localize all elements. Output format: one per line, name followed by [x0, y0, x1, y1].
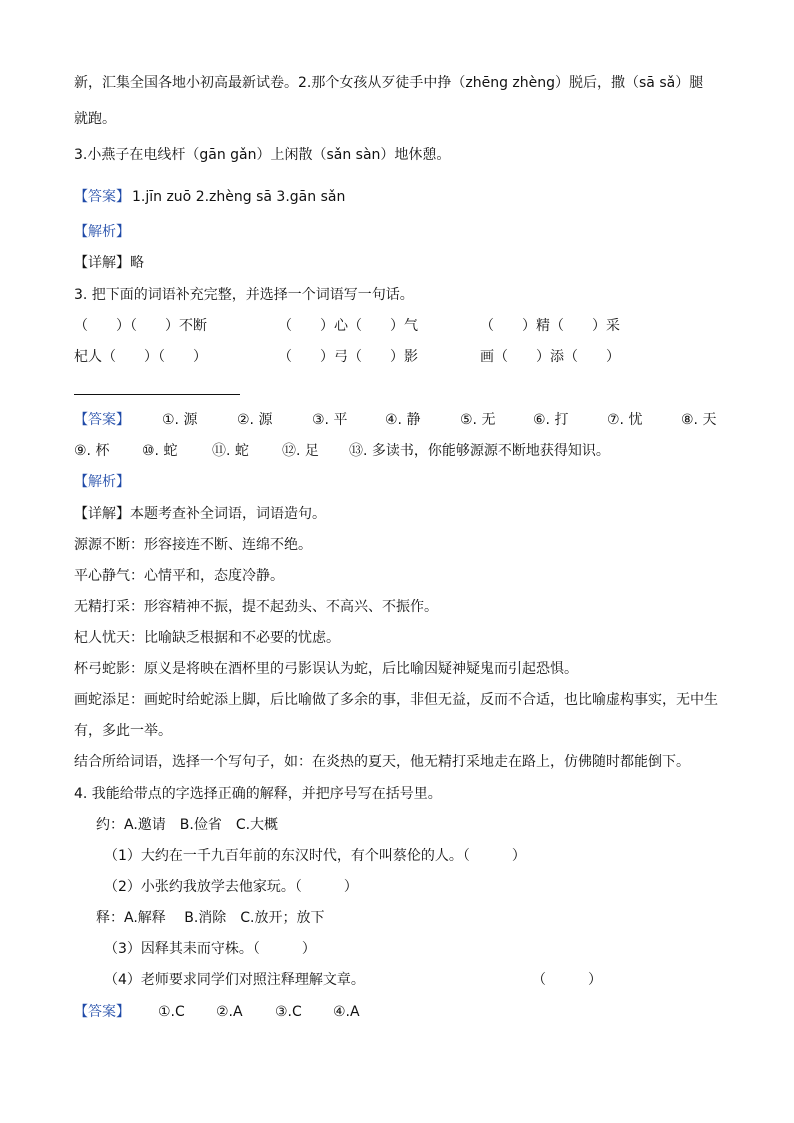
- explanation-line: 无精打采：形容精神不振，提不起劲头、不高兴、不振作。: [74, 599, 438, 615]
- explanation-line: 有，多此一举。: [74, 723, 172, 739]
- q4-ans-3: ③.C: [275, 1004, 302, 1020]
- q3-ans-8: ⑧. 天: [681, 412, 717, 428]
- q4-sentence-4-blank: （ ）: [532, 972, 602, 988]
- q3-blank-3: （ ）精（ ）采: [480, 318, 620, 334]
- q4-title: 4. 我能给带点的字选择正确的解释，并把序号写在括号里。: [74, 786, 442, 802]
- q3-ans-3: ③. 平: [312, 412, 348, 428]
- answer-line: [74, 394, 240, 395]
- q3-blank-2: （ ）心（ ）气: [278, 318, 418, 334]
- detail-text: 本题考查补全词语，词语造句。: [130, 506, 326, 522]
- q3-ans-6: ⑥. 打: [533, 412, 569, 428]
- detail-tag: 【详解】: [74, 506, 130, 522]
- q4-sentence-2: （2）小张约我放学去他家玩。（ ）: [104, 879, 358, 895]
- answer-tag: 【答案】: [74, 412, 130, 428]
- q3-ans-11: ⑪. 蛇: [212, 443, 249, 459]
- q4-shi-definitions: 释：A.解释 B.消除 C.放开；放下: [96, 910, 325, 926]
- q4-ans-1: ①.C: [158, 1004, 185, 1020]
- intro-line-2: 就跑。: [74, 111, 116, 127]
- q4-yue-definitions: 约：A.邀请 B.俭省 C.大概: [96, 817, 279, 833]
- explanation-line: 杯弓蛇影：原义是将映在酒杯里的弓影误认为蛇，后比喻因疑神疑鬼而引起恐惧。: [74, 661, 578, 677]
- explanation-line: 结合所给词语，选择一个写句子，如：在炎热的夏天，他无精打采地走在路上，仿佛随时都能倒下。: [74, 754, 690, 770]
- explanation-line: 画蛇添足：画蛇时给蛇添上脚，后比喻做了多余的事，非但无益，反而不合适，也比喻虚构事实，无中生: [74, 692, 718, 708]
- explanation-line: 源源不断：形容接连不断、连绵不绝。: [74, 537, 312, 553]
- q4-sentence-1: （1）大约在一千九百年前的东汉时代，有个叫蔡伦的人。（ ）: [104, 848, 526, 864]
- q3-ans-4: ④. 静: [385, 412, 421, 428]
- q3-ans-13: ⑬. 多读书，你能够源源不断地获得知识。: [349, 443, 610, 459]
- intro-line-1: 新，汇集全国各地小初高最新试卷。2.那个女孩从歹徒手中挣（zhēng zhèng）脱后，撒（sā sǎ）腿: [74, 75, 704, 91]
- q4-sentence-3: （3）因释其耒而守株。（ ）: [104, 941, 316, 957]
- q2-analysis: [74, 222, 132, 242]
- q3-ans-10: ⑩. 蛇: [142, 443, 178, 459]
- analysis-tag: 【解析】: [74, 474, 130, 490]
- q3-blank-4: 杞人（ ）（ ）: [74, 349, 207, 365]
- q3-analysis: [74, 472, 132, 492]
- q3-blank-1: （ ）（ ）不断: [74, 318, 207, 334]
- q3-ans-12: ⑫. 足: [282, 443, 319, 459]
- analysis-tag: 【解析】: [74, 224, 130, 240]
- q3-title: 3. 把下面的词语补充完整，并选择一个词语写一句话。: [74, 287, 414, 303]
- answer-tag: 【答案】: [74, 189, 130, 205]
- q3-blank-6: 画（ ）添（ ）: [480, 349, 620, 365]
- q3-ans-7: ⑦. 忧: [607, 412, 643, 428]
- q3-ans-1: ①. 源: [162, 412, 198, 428]
- explanation-line: 杞人忧天：比喻缺乏根据和不必要的忧虑。: [74, 630, 340, 646]
- q2-answer: [74, 187, 345, 207]
- detail-tag: 【详解】: [74, 255, 130, 271]
- intro-line-3: 3.小燕子在电线杆（gān gǎn）上闲散（sǎn sàn）地休憩。: [74, 147, 451, 163]
- q3-answer-tag: [74, 410, 132, 430]
- answer-tag: 【答案】: [74, 1004, 130, 1020]
- answer-text: 1.jīn zuō 2.zhèng sā 3.gān sǎn: [132, 189, 346, 205]
- q3-ans-9: ⑨. 杯: [74, 443, 110, 459]
- explanation-line: 平心静气：心情平和，态度冷静。: [74, 568, 284, 584]
- q3-blank-5: （ ）弓（ ）影: [278, 349, 418, 365]
- q4-sentence-4: （4）老师要求同学们对照注释理解文章。: [104, 972, 365, 988]
- detail-text: 略: [130, 255, 144, 271]
- q3-detail: [74, 504, 326, 524]
- q2-detail: [74, 253, 144, 273]
- q3-ans-5: ⑤. 无: [460, 412, 496, 428]
- q4-ans-2: ②.A: [216, 1004, 243, 1020]
- q4-answer-tag: [74, 1002, 132, 1022]
- q3-ans-2: ②. 源: [237, 412, 273, 428]
- q4-ans-4: ④.A: [333, 1004, 360, 1020]
